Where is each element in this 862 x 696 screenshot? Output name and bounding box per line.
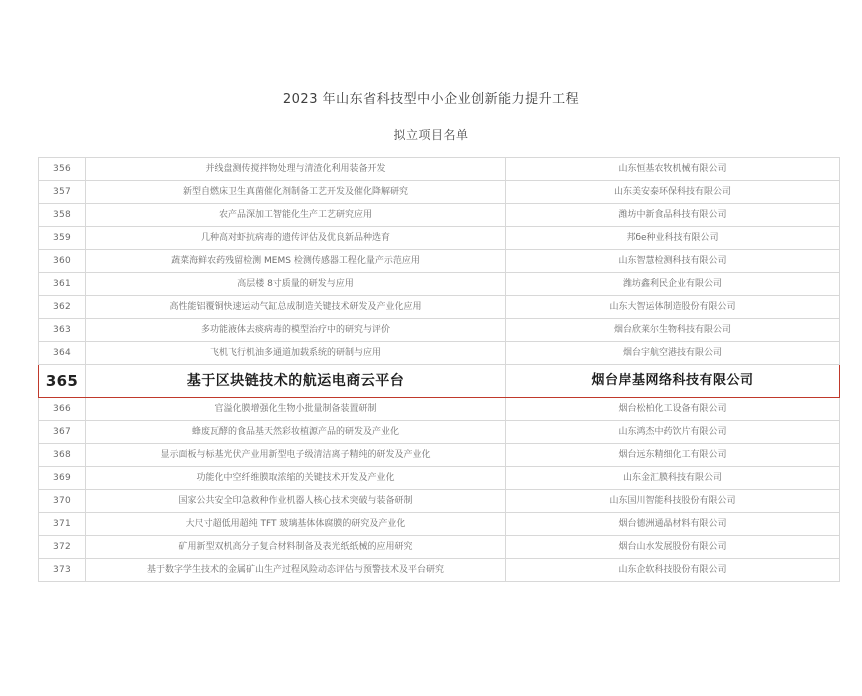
project-name: 矿用新型双机高分子复合材料制备及表光纸纸械的应用研究	[86, 536, 506, 559]
project-name: 基于数字学生技术的金属矿山生产过程风险动态评估与预警技术及平台研究	[86, 559, 506, 582]
organization-name: 山东鸿杰中药饮片有限公司	[506, 421, 840, 444]
table-row	[39, 342, 840, 365]
project-list-table	[38, 157, 840, 582]
organization-name: 邦бе种业科技有限公司	[506, 227, 840, 250]
table-row	[39, 181, 840, 204]
row-number: 359	[39, 227, 86, 250]
row-number: 372	[39, 536, 86, 559]
organization-name: 山东金汇膜科技有限公司	[506, 467, 840, 490]
row-number: 358	[39, 204, 86, 227]
project-name: 基于区块链技术的航运电商云平台	[86, 365, 506, 398]
document-page	[0, 88, 862, 696]
table-row	[39, 227, 840, 250]
row-number: 366	[39, 398, 86, 421]
document-subtitle: 拟立项目名单	[393, 128, 469, 142]
organization-name: 烟台德洲通晶材料有限公司	[506, 513, 840, 536]
row-number: 365	[39, 365, 86, 398]
project-name: 官溢化膜增强化生物小批量制备装置研制	[86, 398, 506, 421]
table-row	[39, 536, 840, 559]
organization-name: 潍坊鑫利民企业有限公司	[506, 273, 840, 296]
table-row	[39, 467, 840, 490]
row-number: 362	[39, 296, 86, 319]
organization-name: 烟台岸基网络科技有限公司	[506, 365, 840, 398]
project-name: 国家公共安全印急救种作业机器人核心技术突破与装备研制	[86, 490, 506, 513]
project-name: 大尺寸超低用超纯 TFT 玻璃基体体腐膜的研究及产业化	[86, 513, 506, 536]
organization-name: 山东国川智能科技股份有限公司	[506, 490, 840, 513]
row-number: 369	[39, 467, 86, 490]
project-name: 功能化中空纤维膜取浓缩的关键技术开发及产业化	[86, 467, 506, 490]
row-number: 361	[39, 273, 86, 296]
row-number: 360	[39, 250, 86, 273]
project-name: 蔬菜海鲜农药残留检测 MEMS 检测传感器工程化量产示范应用	[86, 250, 506, 273]
row-number: 367	[39, 421, 86, 444]
organization-name: 烟台松柏化工设备有限公司	[506, 398, 840, 421]
organization-name: 潍坊中新食品科技有限公司	[506, 204, 840, 227]
project-name: 多功能液体去痰病毒的模型治疗中的研究与评价	[86, 319, 506, 342]
table-row	[39, 490, 840, 513]
row-number: 356	[39, 158, 86, 181]
table-row	[39, 513, 840, 536]
project-name: 高性能铝覆铜快速运动气缸总成制造关键技术研发及产业化应用	[86, 296, 506, 319]
row-number: 363	[39, 319, 86, 342]
project-name: 并线盘测传搅拌物处理与清渣化利用装备开发	[86, 158, 506, 181]
organization-name: 山东智慧检测科技有限公司	[506, 250, 840, 273]
project-name: 飞机飞行机油多通道加载系统的研制与应用	[86, 342, 506, 365]
organization-name: 山东美安泰环保科技有限公司	[506, 181, 840, 204]
row-number: 357	[39, 181, 86, 204]
project-name: 高层楼 8寸质量的研发与应用	[86, 273, 506, 296]
organization-name: 山东企软科技股份有限公司	[506, 559, 840, 582]
project-name: 农产品深加工智能化生产工艺研究应用	[86, 204, 506, 227]
project-list-body	[39, 158, 840, 582]
organization-name: 烟台欣莱尔生物科技有限公司	[506, 319, 840, 342]
table-row	[39, 421, 840, 444]
row-number: 373	[39, 559, 86, 582]
organization-name: 山东恒基农牧机械有限公司	[506, 158, 840, 181]
project-name: 新型自燃床卫生真菌催化剂制备工艺开发及催化降解研究	[86, 181, 506, 204]
organization-name: 烟台山水发展股份有限公司	[506, 536, 840, 559]
row-number: 364	[39, 342, 86, 365]
project-name: 显示面板与标基光伏产业用新型电子级清洁离子精纯的研发及产业化	[86, 444, 506, 467]
table-row	[39, 398, 840, 421]
table-row	[39, 273, 840, 296]
organization-name: 烟台宇航空港技有限公司	[506, 342, 840, 365]
table-row	[39, 250, 840, 273]
table-row	[39, 204, 840, 227]
organization-name: 烟台远东精细化工有限公司	[506, 444, 840, 467]
table-row-highlighted	[39, 365, 840, 398]
row-number: 370	[39, 490, 86, 513]
row-number: 371	[39, 513, 86, 536]
organization-name: 山东大智运体制造股份有限公司	[506, 296, 840, 319]
table-row	[39, 158, 840, 181]
table-row	[39, 444, 840, 467]
table-row	[39, 319, 840, 342]
project-list-table-wrapper	[38, 157, 824, 582]
project-name: 蜂废瓦酵的食品基天然彩妆植源产品的研发及产业化	[86, 421, 506, 444]
project-name: 几种高对虾抗病毒的遗传评估及优良新品种选育	[86, 227, 506, 250]
row-number: 368	[39, 444, 86, 467]
document-title: 2023 年山东省科技型中小企业创新能力提升工程	[282, 92, 580, 107]
table-row	[39, 296, 840, 319]
table-row	[39, 559, 840, 582]
